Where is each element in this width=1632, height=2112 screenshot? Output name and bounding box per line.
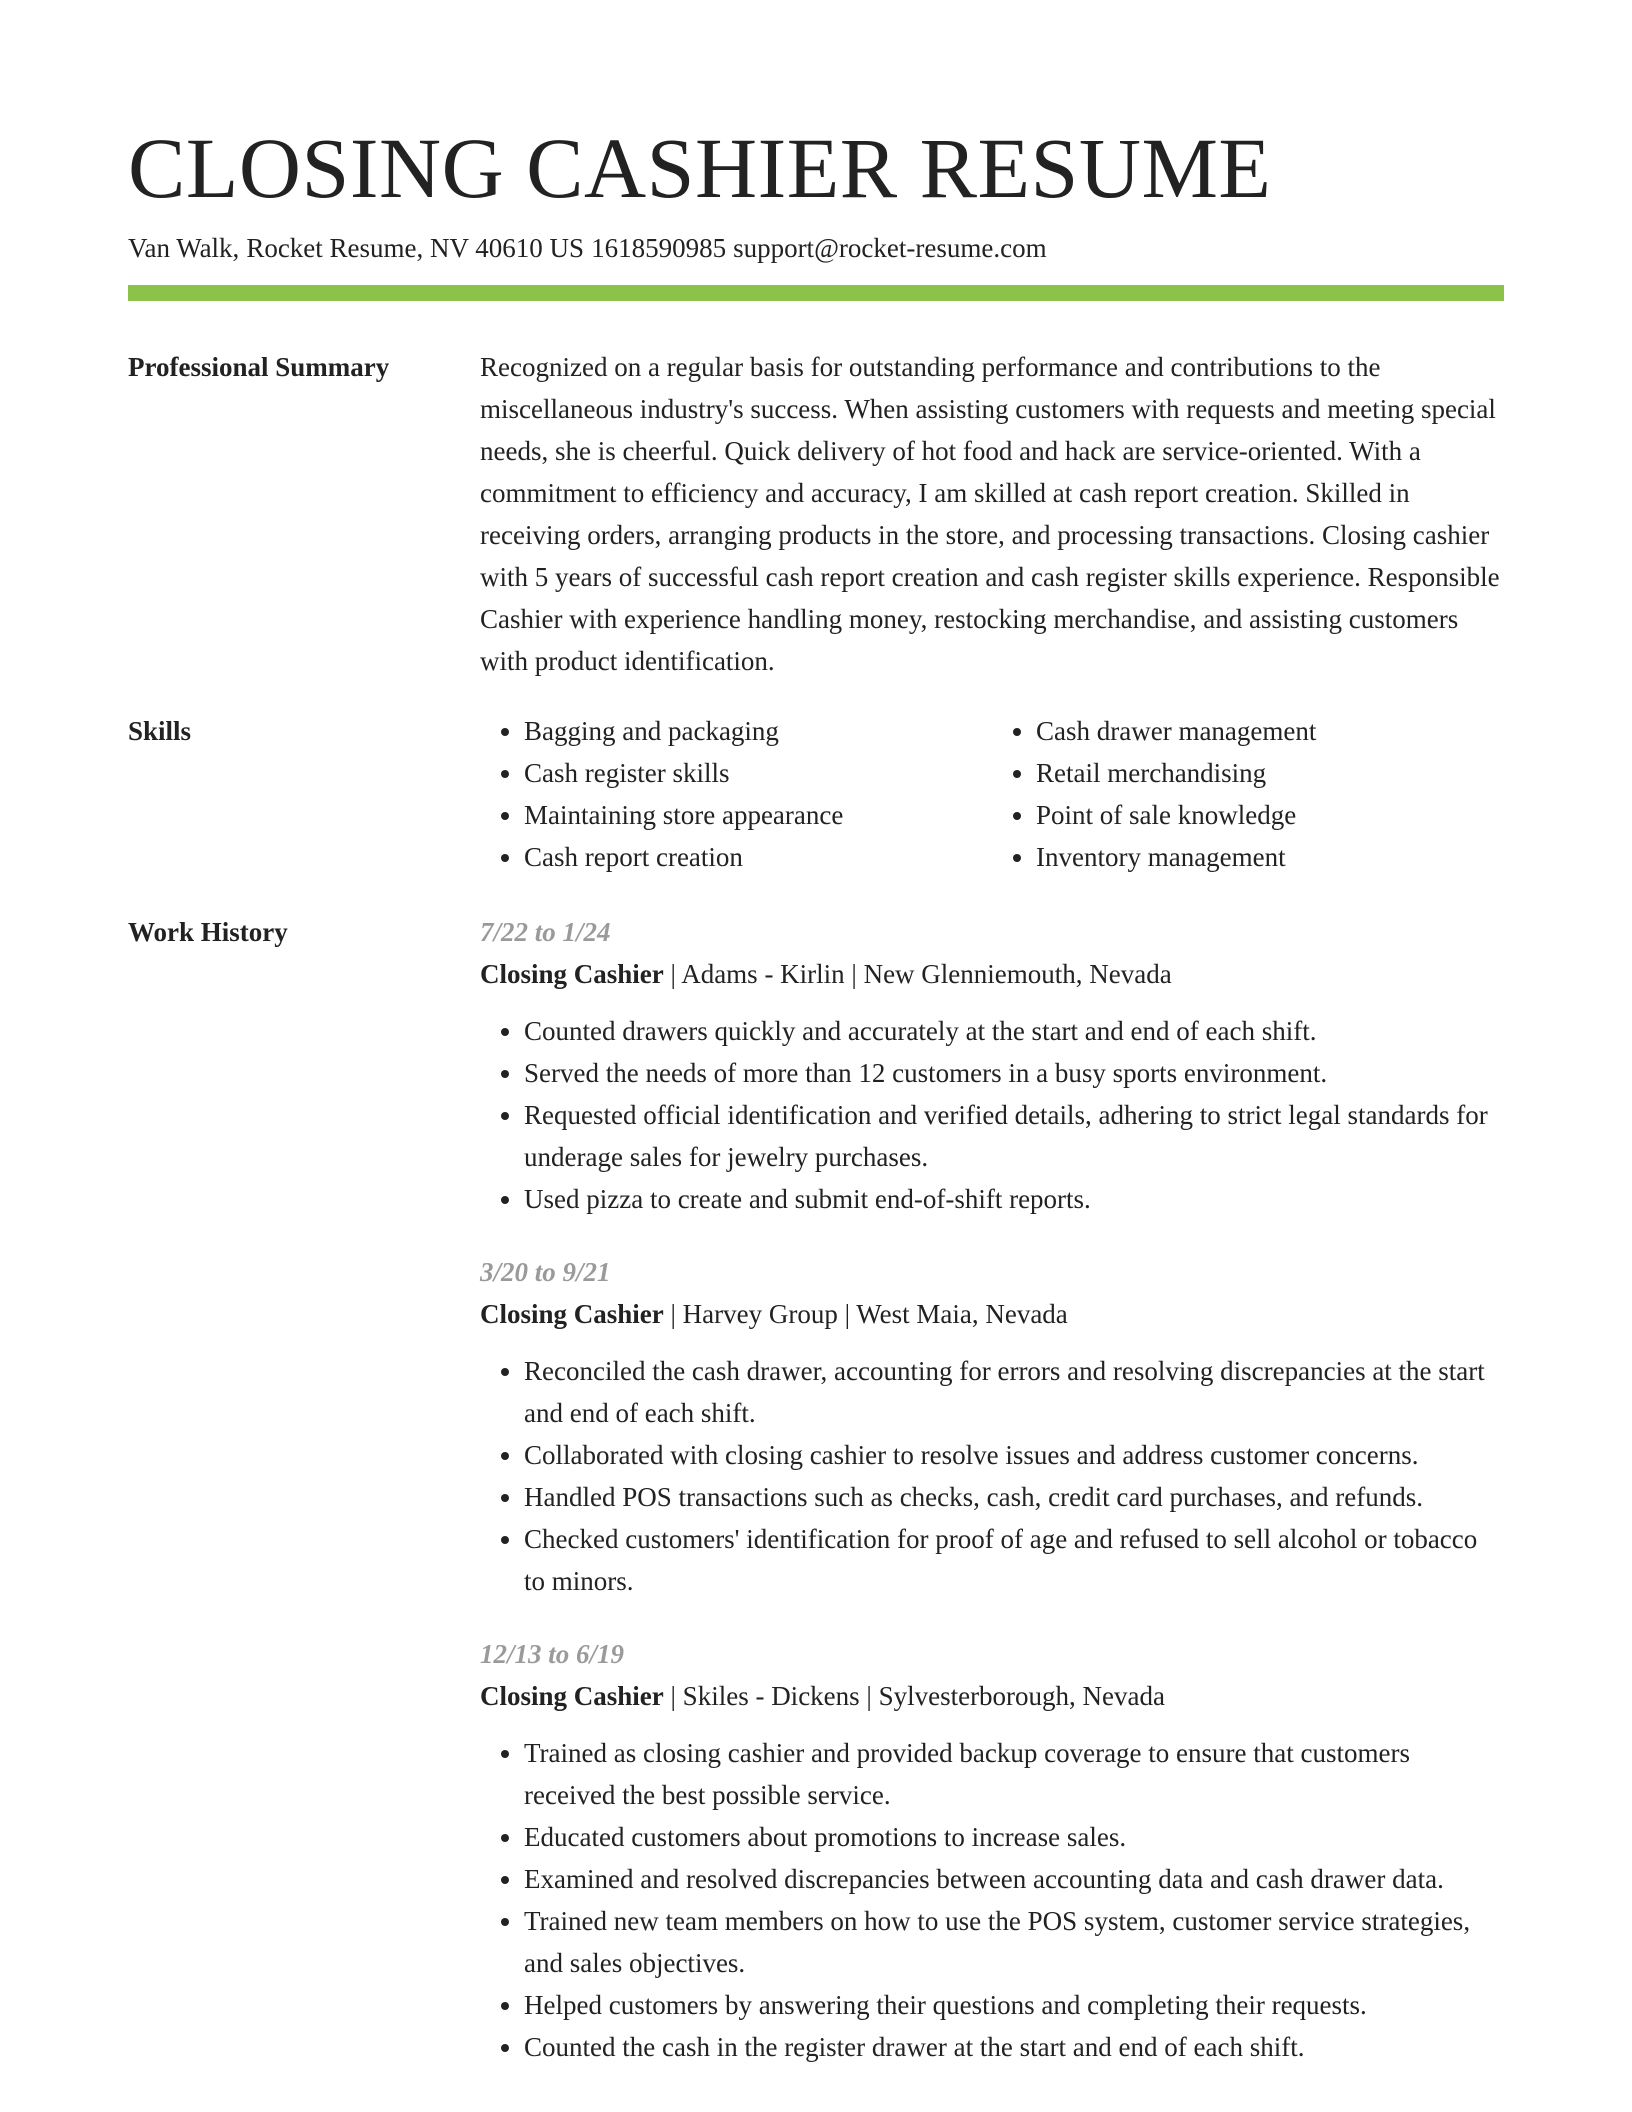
job-details: | Harvey Group | West Maia, Nevada bbox=[663, 1299, 1068, 1329]
job-dates: 7/22 to 1/24 bbox=[480, 917, 611, 947]
job-bullet: • Reconciled the cash drawer, accounting for errors and resolving discrepancies at the start and end of each shift. bbox=[524, 1350, 1504, 1434]
job-bullet: • Handled POS transactions such as checks, cash, credit card purchases, and refunds. bbox=[524, 1476, 1504, 1518]
job-details: | Adams - Kirlin | New Glenniemouth, Nevada bbox=[663, 959, 1172, 989]
job-bullets bbox=[480, 1350, 1504, 1602]
job-bullet: • Counted drawers quickly and accurately at the start and end of each shift. bbox=[524, 1010, 1504, 1052]
skills-body bbox=[480, 710, 1504, 878]
skill-item: • Inventory management bbox=[1036, 836, 1504, 878]
skill-item: • Point of sale knowledge bbox=[1036, 794, 1504, 836]
job-title-line bbox=[480, 1675, 1504, 1717]
job-bullet: • Requested official identification and verified details, adhering to strict legal standards for underage sales for jewelry purchases. bbox=[524, 1094, 1504, 1178]
contact-email: support@rocket-resume.com bbox=[733, 233, 1047, 263]
job-bullet: • Trained new team members on how to use the POS system, customer service strategies, and sales objectives. bbox=[524, 1900, 1504, 1984]
skill-item: • Cash report creation bbox=[524, 836, 992, 878]
job-bullet: • Served the needs of more than 12 customers in a busy sports environment. bbox=[524, 1052, 1504, 1094]
job-bullet: • Examined and resolved discrepancies between accounting data and cash drawer data. bbox=[524, 1858, 1504, 1900]
job-bullet: • Collaborated with closing cashier to resolve issues and address customer concerns. bbox=[524, 1434, 1504, 1476]
summary-heading: Professional Summary bbox=[128, 352, 390, 382]
job-entry bbox=[480, 911, 1504, 1220]
contact-name: Van Walk, bbox=[128, 233, 240, 263]
job-role: Closing Cashier bbox=[480, 959, 664, 989]
skills-list-left bbox=[480, 710, 992, 878]
skill-item: • Maintaining store appearance bbox=[524, 794, 992, 836]
job-details: | Skiles - Dickens | Sylvesterborough, Nevada bbox=[663, 1681, 1165, 1711]
job-dates: 12/13 to 6/19 bbox=[480, 1639, 625, 1669]
job-bullet: • Helped customers by answering their questions and completing their requests. bbox=[524, 1984, 1504, 2026]
contact-address: Rocket Resume, NV 40610 US bbox=[246, 233, 585, 263]
job-bullet: • Counted the cash in the register drawer at the start and end of each shift. bbox=[524, 2026, 1504, 2068]
work-history-heading: Work History bbox=[128, 917, 288, 947]
summary-body bbox=[480, 346, 1504, 682]
job-entry bbox=[480, 1633, 1504, 2068]
skills-list-right bbox=[992, 710, 1504, 878]
resume-title: CLOSING CASHIER RESUME bbox=[128, 120, 1272, 216]
summary-text: Recognized on a regular basis for outstanding performance and contributions to the miscellaneous industry's success. When assisting customers with requests and meeting special needs, she is cheerful. Quick delivery of hot food and hack are service-oriented. With a commitment to efficiency and accuracy, I am skilled at cash report creation. Skilled in receiving orders, arranging products in the store, and processing transactions. Closing cashier with 5 years of successful cash report creation and cash register skills experience. Responsible Cashier with experience handling money, restocking merchandise, and assisting customers with product identification. bbox=[480, 352, 1500, 676]
skills-heading: Skills bbox=[128, 716, 192, 746]
skill-item: • Bagging and packaging bbox=[524, 710, 992, 752]
skill-item: • Cash register skills bbox=[524, 752, 992, 794]
job-bullets bbox=[480, 1010, 1504, 1220]
job-bullets bbox=[480, 1732, 1504, 2068]
job-bullet: • Checked customers' identification for proof of age and refused to sell alcohol or tobacco to minors. bbox=[524, 1518, 1504, 1602]
header-divider bbox=[128, 285, 1504, 301]
job-bullet: • Used pizza to create and submit end-of-shift reports. bbox=[524, 1178, 1504, 1220]
job-role: Closing Cashier bbox=[480, 1681, 664, 1711]
job-bullet: • Trained as closing cashier and provided backup coverage to ensure that customers received the best possible service. bbox=[524, 1732, 1504, 1816]
job-title-line bbox=[480, 1293, 1504, 1335]
job-bullet: • Educated customers about promotions to increase sales. bbox=[524, 1816, 1504, 1858]
job-title-line bbox=[480, 953, 1504, 995]
job-dates: 3/20 to 9/21 bbox=[480, 1257, 611, 1287]
contact-line bbox=[128, 230, 1047, 266]
job-role: Closing Cashier bbox=[480, 1299, 664, 1329]
contact-phone: 1618590985 bbox=[591, 233, 727, 263]
skill-item: • Retail merchandising bbox=[1036, 752, 1504, 794]
skill-item: • Cash drawer management bbox=[1036, 710, 1504, 752]
work-history-body bbox=[480, 911, 1504, 2099]
job-entry bbox=[480, 1251, 1504, 1602]
